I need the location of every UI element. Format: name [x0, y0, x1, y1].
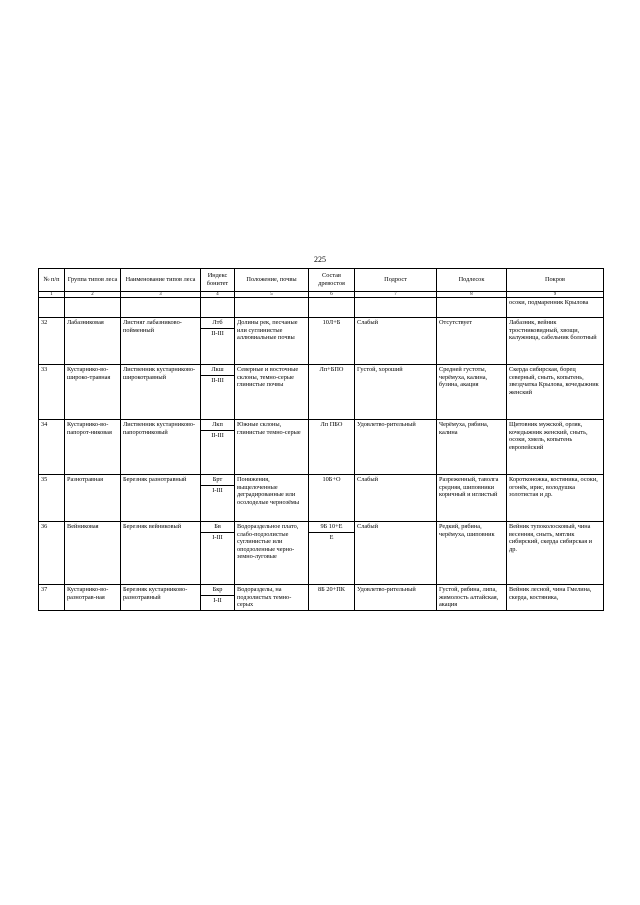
- group-cell: Разнотравная: [65, 475, 121, 522]
- index-cell: Бкр: [201, 585, 235, 596]
- regrowth-cell: Слабый: [355, 475, 437, 522]
- regrowth-cell: Слабый: [355, 522, 437, 585]
- bonitet-cell: I-III: [201, 533, 235, 585]
- cover-cell: Скерда сибирская, борец северный, сныть, копытень, звездчатка Крылова, кочедыжник женский: [507, 365, 604, 420]
- position-cell: Северные и восточные склоны, темно-серые глинистые почвы: [235, 365, 309, 420]
- bonitet-cell: II-III: [201, 329, 235, 365]
- header-cell: Наименование типов леса: [121, 269, 201, 292]
- cover-cell: Вейник лесной, чина Гмелина, скерда, костяника,: [507, 585, 604, 611]
- index-cell: Бв: [201, 522, 235, 533]
- undergrowth-cell: Отсутствует: [437, 318, 507, 365]
- index-cell: Лкп: [201, 420, 235, 431]
- cover-cell: осоки, подмаренник Крылова: [507, 298, 604, 318]
- position-cell: Водоразделы, на подзолистых темно-серых: [235, 585, 309, 611]
- undergrowth-cell: Черёмуха, рябина, калина: [437, 420, 507, 475]
- group-cell: Кустарнико-во-широко-травная: [65, 365, 121, 420]
- continuation-row: [39, 298, 604, 318]
- cover-cell: Щитовник мужской, орляк, кочедыжник женский, сныть, осоки, хмель, копытень европейский: [507, 420, 604, 475]
- group-cell: Кустарнико-во-папорот-никовая: [65, 420, 121, 475]
- composition-cell: 8Б 20+ПК: [309, 585, 355, 611]
- column-number: 6: [309, 292, 355, 298]
- header-cell: № п/п: [39, 269, 65, 292]
- table-row: [39, 420, 604, 431]
- row-number: 37: [39, 585, 65, 611]
- undergrowth-cell: Редкий, рябина, черёмуха, шиповник: [437, 522, 507, 585]
- header-cell: Подлесок: [437, 269, 507, 292]
- name-cell: Лиственник кустарниково-папоротниковый: [121, 420, 201, 475]
- composition-cell: Лп ПБО: [309, 420, 355, 475]
- position-cell: Понижения, выщелоченные деградированные или осолоделые чернозёмы: [235, 475, 309, 522]
- column-number: 9: [507, 292, 604, 298]
- position-cell: Долины рек, песчаные или суглинистые аллювиальные почвы: [235, 318, 309, 365]
- regrowth-cell: Слабый: [355, 318, 437, 365]
- name-cell: Березняк вейниковый: [121, 522, 201, 585]
- index-cell: Лкш: [201, 365, 235, 376]
- table-row: [39, 475, 604, 486]
- undergrowth-cell: Густой, рябина, липа, жимолость алтайская, акация: [437, 585, 507, 611]
- composition-top-cell: 9Б 10+Е: [309, 522, 355, 533]
- header-row: [39, 269, 604, 292]
- composition-cell: Лп+БПО: [309, 365, 355, 420]
- header-cell: Положение, почвы: [235, 269, 309, 292]
- column-number: 2: [65, 292, 121, 298]
- undergrowth-cell: Разреженный, таволга средняя, шиповники коричный и иглистый: [437, 475, 507, 522]
- regrowth-cell: Удовлетво-рительный: [355, 585, 437, 611]
- undergrowth-cell: Средней густоты, черёмуха, калина, бузина, акация: [437, 365, 507, 420]
- index-cell: Брт: [201, 475, 235, 486]
- group-cell: Кустарнико-во-разнотрав-ная: [65, 585, 121, 611]
- group-cell: Лабазниковая: [65, 318, 121, 365]
- name-cell: Березняк кустарниково-разнотравный: [121, 585, 201, 611]
- composition-cell: 10Б+О: [309, 475, 355, 522]
- name-cell: Березняк разнотравный: [121, 475, 201, 522]
- column-number: 8: [437, 292, 507, 298]
- group-cell: Вейниковая: [65, 522, 121, 585]
- header-cell: Индекс бонитет: [201, 269, 235, 292]
- position-cell: Водораздельное плато, слабо-подзолистые суглинистые или оподзоленные черно-земно-луговые: [235, 522, 309, 585]
- bonitet-cell: II-III: [201, 431, 235, 475]
- bonitet-cell: I-III: [201, 486, 235, 522]
- header-cell: Группа типов леса: [65, 269, 121, 292]
- cover-cell: Коротконожка, костяника, осоки, огонёк, ирис, володушка золотистая и др.: [507, 475, 604, 522]
- column-number: 1: [39, 292, 65, 298]
- forest-types-table: [38, 268, 604, 611]
- composition-cell: 10Л+Б: [309, 318, 355, 365]
- table-row: [39, 318, 604, 329]
- row-number: 36: [39, 522, 65, 585]
- header-cell: Подрост: [355, 269, 437, 292]
- bonitet-cell: I-II: [201, 596, 235, 610]
- composition-cell: Е: [309, 533, 355, 585]
- row-number: 35: [39, 475, 65, 522]
- bonitet-cell: II-III: [201, 376, 235, 420]
- table-row: [39, 365, 604, 376]
- row-number: 34: [39, 420, 65, 475]
- header-cell: Состав древостоя: [309, 269, 355, 292]
- name-cell: Листняг лабазниково-пойменный: [121, 318, 201, 365]
- header-cell: Покров: [507, 269, 604, 292]
- table-row: [39, 522, 604, 533]
- table-row: [39, 585, 604, 596]
- index-cell: Лтб: [201, 318, 235, 329]
- cover-cell: Вейник тупоколосковый, чина весенняя, сныть, мятлик сибирский, скерда сибирская и др.: [507, 522, 604, 585]
- row-number: 33: [39, 365, 65, 420]
- regrowth-cell: Удовлетво-рительный: [355, 420, 437, 475]
- cover-cell: Лабазник, вейник тростниковидный, хвощи, калужница, сабельник болотный: [507, 318, 604, 365]
- page-number: 225: [314, 255, 326, 264]
- column-number: 7: [355, 292, 437, 298]
- name-cell: Лиственник кустарниково-широкотравный: [121, 365, 201, 420]
- column-number: 4: [201, 292, 235, 298]
- regrowth-cell: Густой, хороший: [355, 365, 437, 420]
- column-number: 3: [121, 292, 201, 298]
- row-number: 32: [39, 318, 65, 365]
- column-number: 5: [235, 292, 309, 298]
- position-cell: Южные склоны, глинистые темно-серые: [235, 420, 309, 475]
